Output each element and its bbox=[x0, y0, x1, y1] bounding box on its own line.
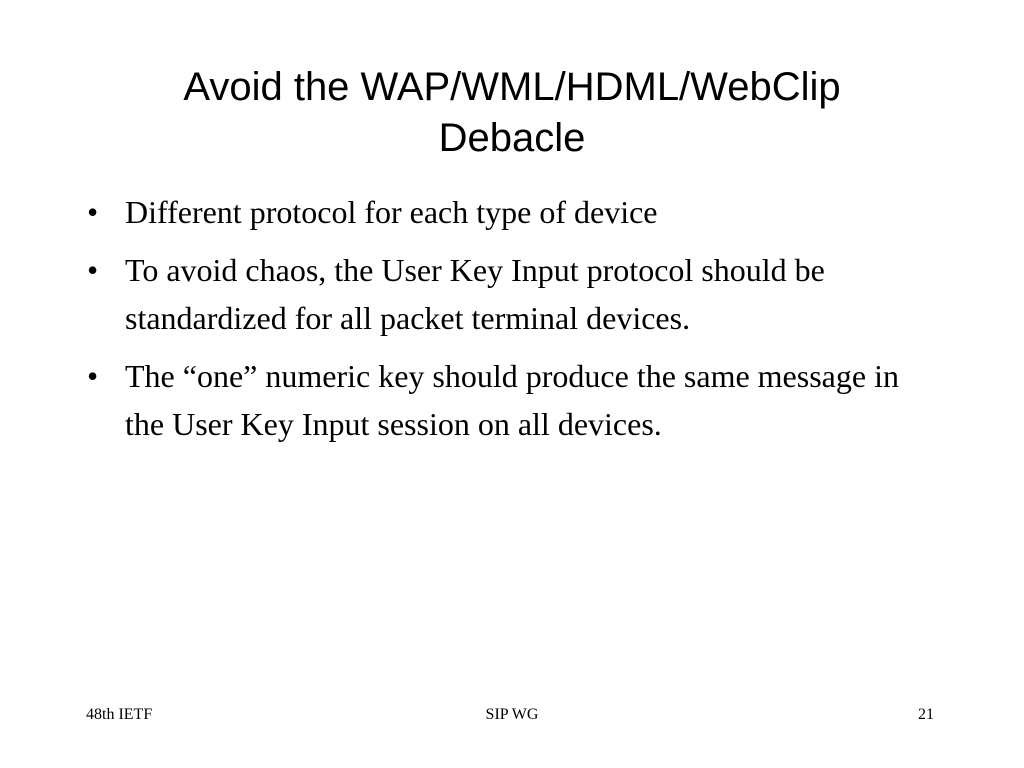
footer-event: 48th IETF bbox=[86, 706, 153, 723]
footer-working-group: SIP WG bbox=[485, 706, 539, 723]
bullet-text: To avoid chaos, the User Key Input protocol should be standardized for all packet terminal devices. bbox=[125, 252, 825, 336]
slide-title-line-2: Debacle bbox=[438, 116, 586, 160]
bullet-icon: • bbox=[87, 252, 99, 288]
bullet-text: The “one” numeric key should produce the same message in the User Key Input session on all devices. bbox=[125, 358, 899, 442]
bullet-icon: • bbox=[87, 358, 99, 394]
slide-title-line-1: Avoid the WAP/WML/HDML/WebClip bbox=[183, 65, 841, 109]
bullet-list bbox=[87, 188, 937, 458]
bullet-icon: • bbox=[87, 194, 99, 230]
bullet-item bbox=[87, 188, 937, 236]
slide-title bbox=[100, 62, 924, 164]
bullet-text: Different protocol for each type of device bbox=[125, 194, 658, 230]
footer-page-number: 21 bbox=[918, 706, 934, 723]
bullet-item bbox=[87, 246, 937, 342]
bullet-item bbox=[87, 352, 937, 448]
